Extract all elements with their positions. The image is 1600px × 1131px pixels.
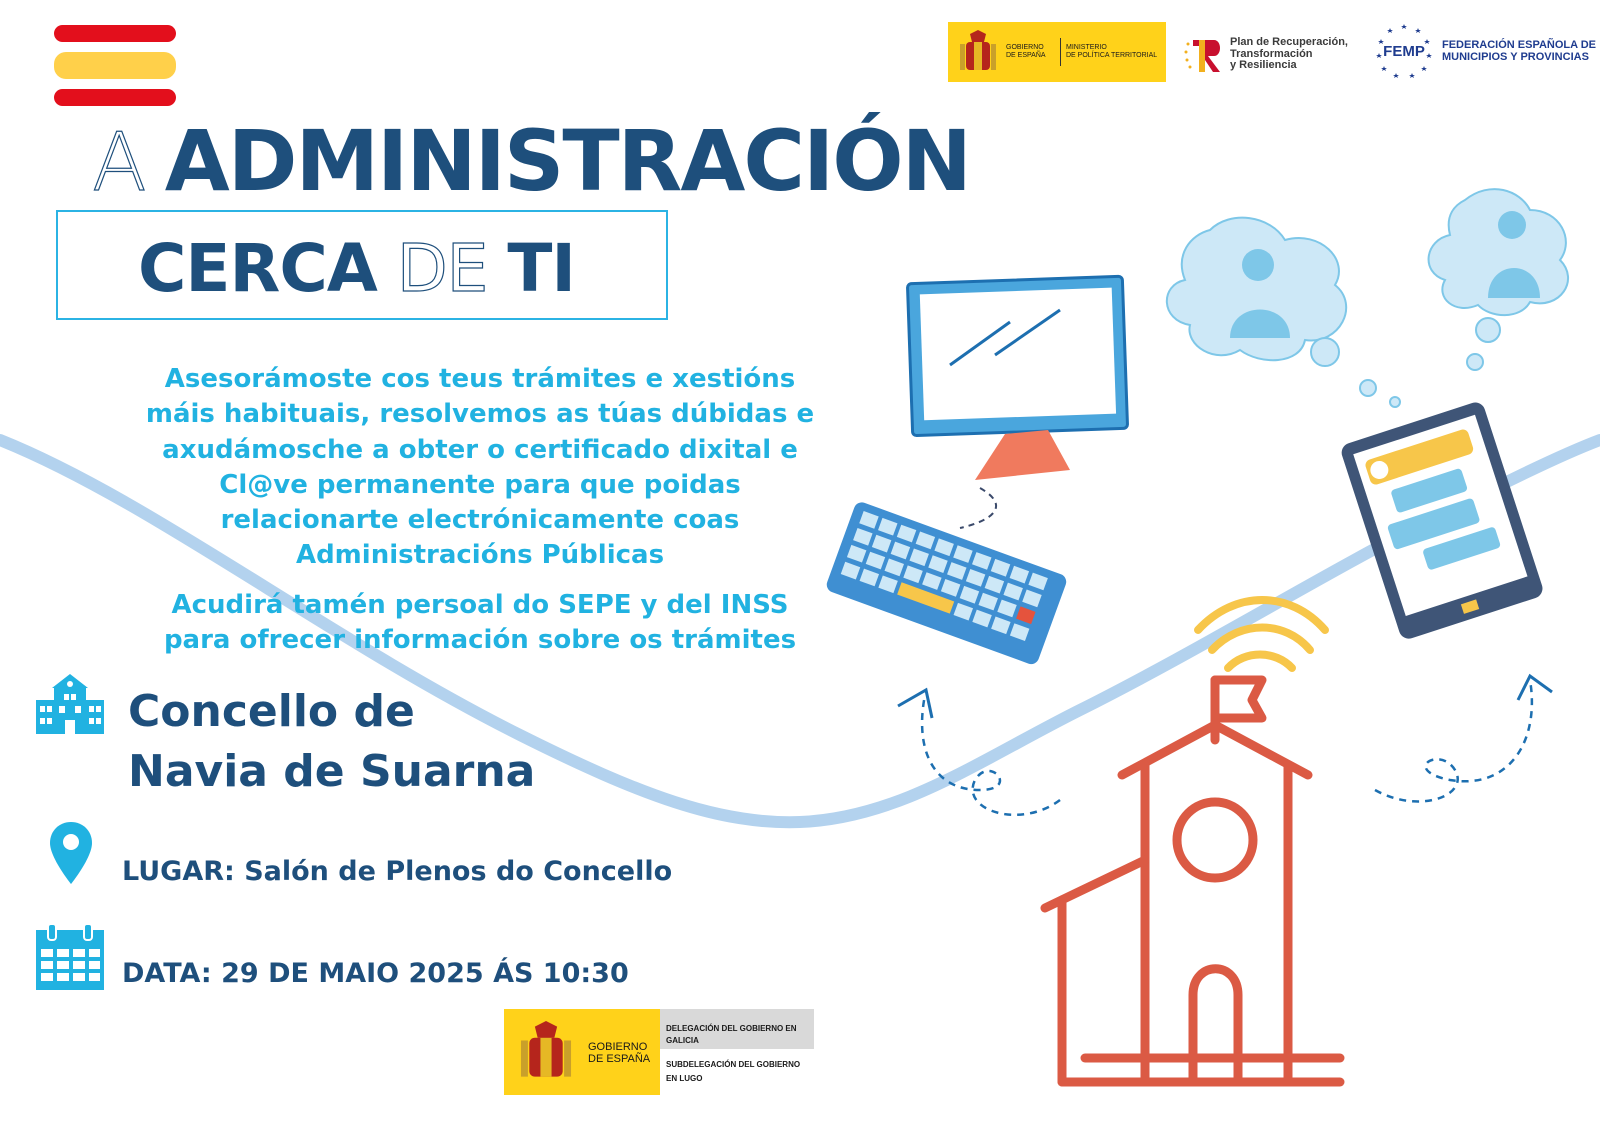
title-main: ADMINISTRACIÓN (164, 112, 970, 210)
place-text: LUGAR: Salón de Plenos do Concello (122, 856, 673, 887)
gobierno-line-2: DE ESPAÑA (1006, 52, 1046, 59)
subdelegacion-label: SUBDELEGACIÓN DEL GOBIERNO EN LUGO (666, 1060, 801, 1083)
femp-line-1: FEDERACIÓN ESPAÑOLA DE (1442, 39, 1597, 51)
intro-line: máis habituais, resolvemos as túas dúbidas e (145, 399, 815, 430)
extra-line: Acudirá tamén persoal do SEPE y del INSS (171, 590, 789, 620)
coat-of-arms-icon (518, 1021, 574, 1085)
prtr-line-1: Plan de Recuperación, (1230, 36, 1348, 48)
ministerio-line-2: DE POLÍTICA TERRITORIAL (1066, 52, 1158, 59)
gobierno-line-1: GOBIERNO (1006, 44, 1044, 51)
monitor-icon (907, 276, 1127, 528)
building-icon (1045, 680, 1340, 1082)
ministerio-line-1: MINISTERIO (1066, 44, 1107, 51)
arrow-icon (922, 695, 1060, 815)
intro-line: Administracións Públicas (295, 540, 665, 571)
gobierno-logo (948, 22, 1166, 82)
intro-line: axudámosche a obter o certificado dixital e (162, 434, 798, 465)
subtitle-word-de: DE (396, 230, 488, 307)
prtr-logo-icon (1184, 36, 1226, 76)
venue-line-1: Concello de (128, 686, 415, 737)
date-text: DATA: 29 DE MAIO 2025 ÁS 10:30 (122, 958, 629, 989)
subdelegacion-box (660, 1049, 814, 1095)
gobierno-line-2: DE ESPAÑA (588, 1053, 651, 1065)
keyboard-icon (825, 500, 1069, 666)
gobierno-badge (504, 1009, 660, 1095)
intro-line: Cl@ve permanente para que poidas (219, 469, 741, 500)
femp-line-2: MUNICIPIOS Y PROVINCIAS (1442, 51, 1589, 63)
title-prefix: A (92, 116, 147, 209)
femp-logo-icon (1374, 22, 1434, 80)
wifi-icon (1198, 600, 1325, 668)
delegacion-logo (504, 1009, 814, 1095)
prtr-line-2: Transformación (1230, 47, 1313, 60)
extra-line: para ofrecer información sobre os trámites (163, 625, 797, 656)
gobierno-label (588, 1041, 650, 1065)
intro-line: Asesorámoste cos teus trámites e xestións (164, 364, 796, 394)
arrow-icon (1375, 680, 1532, 801)
femp-acronym: FEMP (1383, 43, 1425, 60)
person-bubble-icon (1429, 189, 1568, 370)
venue-line-2: Navia de Suarna (128, 746, 536, 797)
prtr-label (1230, 37, 1360, 72)
delegacion-label: DELEGACIÓN DEL GOBIERNO EN GALICIA (666, 1024, 797, 1045)
tablet-icon (1339, 400, 1545, 641)
subtitle-word-cerca: CERCA (138, 230, 377, 307)
coat-of-arms-icon (958, 30, 998, 76)
gobierno-line-1: GOBIERNO (588, 1041, 648, 1053)
delegacion-box (660, 1009, 814, 1049)
arrow-head-icon (898, 690, 932, 718)
femp-label (1442, 39, 1600, 63)
subtitle-word-ti: TI (507, 230, 575, 307)
prtr-line-3: y Resiliencia (1230, 59, 1297, 71)
intro-line: relacionarte electrónicamente coas (220, 505, 740, 536)
ministerio-label (1066, 44, 1157, 60)
person-bubble-icon (1167, 218, 1400, 407)
gobierno-label (1006, 44, 1046, 60)
arrow-head-icon (1518, 676, 1552, 700)
